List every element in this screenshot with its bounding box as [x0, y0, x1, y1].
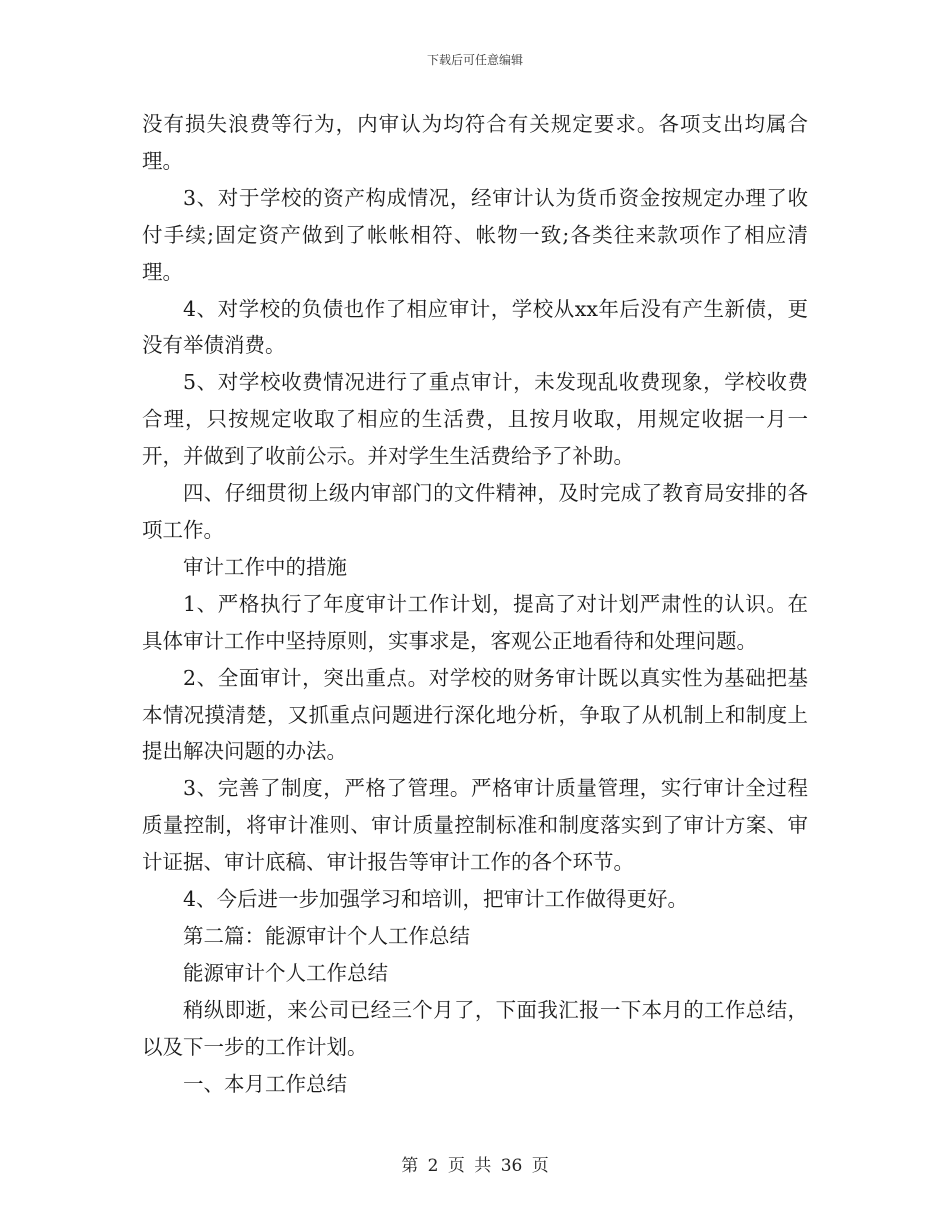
paragraph: 4、今后进一步加强学习和培训，把审计工作做得更好。 — [183, 887, 689, 912]
section-heading: 一、本月工作总结 — [183, 1071, 347, 1096]
page-header: 下载后可任意编辑 — [426, 53, 523, 67]
page-number-footer: 第 2 页 共 36 页 — [401, 1156, 549, 1176]
paragraph: 没有损失浪费等行为，内审认为均符合有关规定要求。各项支出均属合理。 — [142, 112, 808, 173]
paragraph: 1、严格执行了年度审计工作计划，提高了对计划严肃性的认识。在具体审计工作中坚持原则，实事求是，客观公正地看待和处理问题。 — [142, 591, 808, 653]
paragraph: 4、对学校的负债也作了相应审计，学校从xx年后没有产生新债，更没有举债消费。 — [142, 296, 808, 358]
chapter-heading: 第二篇：能源审计个人工作总结 — [183, 923, 470, 948]
paragraph: 5、对学校收费情况进行了重点审计，未发现乱收费现象，学校收费合理，只按规定收取了相应的生活费，且按月收取，用规定收据一月一开，并做到了收前公示。并对学生生活费给予了补助。 — [142, 370, 808, 469]
paragraph: 稍纵即逝，来公司已经三个月了，下面我汇报一下本月的工作总结，以及下一步的工作计划。 — [142, 997, 808, 1059]
paragraph: 四、仔细贯彻上级内审部门的文件精神，及时完成了教育局安排的各项工作。 — [142, 481, 808, 542]
paragraph: 3、完善了制度，严格了管理。严格审计质量管理，实行审计全过程质量控制，将审计准则、审计质量控制标准和制度落实到了审计方案、审计证据、审计底稿、审计报告等审计工作的各个环节。 — [142, 776, 808, 875]
paragraph: 2、全面审计，突出重点。对学校的财务审计既以真实性为基础把基本情况摸清楚，又抓重点问题进行深化地分析，争取了从机制上和制度上提出解决问题的办法。 — [142, 665, 808, 764]
paragraph: 3、对于学校的资产构成情况，经审计认为货币资金按规定办理了收付手续;固定资产做到了帐帐相符、帐物一致;各类往来款项作了相应清理。 — [142, 185, 808, 284]
document-body — [142, 106, 808, 1102]
document-title: 能源审计个人工作总结 — [183, 960, 388, 985]
section-heading: 审计工作中的措施 — [183, 554, 347, 579]
